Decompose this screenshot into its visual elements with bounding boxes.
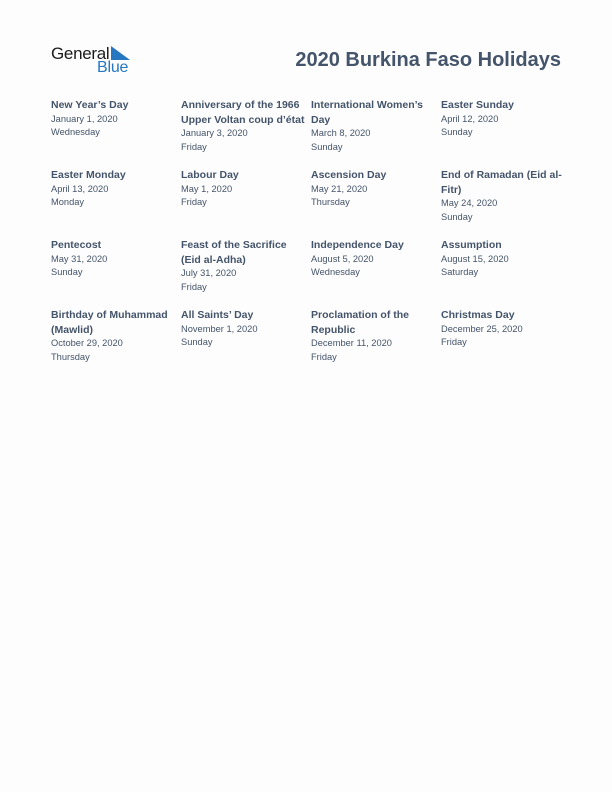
logo-word-general: General <box>51 44 110 63</box>
holiday-name: Labour Day <box>181 169 239 181</box>
holiday-date: August 15, 2020 <box>441 253 509 264</box>
holiday-item <box>181 238 311 308</box>
holiday-date: December 11, 2020 <box>311 338 392 348</box>
holiday-name: Anniversary of the 1966 Upper Voltan coup d’état <box>181 99 305 126</box>
holiday-item <box>311 238 441 308</box>
holiday-date: October 29, 2020 <box>51 338 123 348</box>
holiday-item <box>441 168 571 238</box>
holiday-item <box>311 168 441 238</box>
holiday-name: International Women’s Day <box>311 99 424 126</box>
holiday-date: May 24, 2020 <box>441 198 498 208</box>
holiday-item <box>51 168 181 238</box>
holiday-date: November 1, 2020 <box>181 323 258 334</box>
holiday-name: Birthday of Muhammad (Mawlid) <box>51 309 168 336</box>
holiday-weekday: Friday <box>181 281 207 292</box>
holiday-date: January 1, 2020 <box>51 113 118 124</box>
holiday-name: Feast of the Sacrifice (Eid al-Adha) <box>181 239 287 266</box>
holiday-item <box>51 98 181 168</box>
page-title: 2020 Burkina Faso Holidays <box>295 49 561 71</box>
holiday-weekday: Sunday <box>181 337 213 347</box>
holiday-weekday: Monday <box>51 197 85 207</box>
holiday-name: Easter Sunday <box>441 99 514 111</box>
holiday-name: End of Ramadan (Eid al-Fitr) <box>441 169 562 196</box>
holiday-weekday: Friday <box>311 351 337 362</box>
holiday-item <box>181 98 311 168</box>
holiday-name: Christmas Day <box>441 309 515 321</box>
holiday-date: May 31, 2020 <box>51 253 108 264</box>
holiday-name: Pentecost <box>51 239 102 251</box>
holiday-grid <box>51 98 571 378</box>
holiday-name: All Saints’ Day <box>181 309 254 321</box>
holiday-weekday: Friday <box>441 337 467 347</box>
holiday-weekday: Wednesday <box>51 127 100 137</box>
holiday-item <box>51 308 181 378</box>
holiday-weekday: Sunday <box>51 267 83 277</box>
holiday-item <box>441 98 571 168</box>
holiday-date: January 3, 2020 <box>181 128 248 138</box>
holiday-date: May 21, 2020 <box>311 183 368 194</box>
holiday-name: Proclamation of the Republic <box>311 309 410 336</box>
holiday-weekday: Friday <box>181 141 207 152</box>
holiday-date: April 13, 2020 <box>51 183 109 194</box>
holiday-weekday: Saturday <box>441 267 479 277</box>
holiday-date: December 25, 2020 <box>441 323 523 334</box>
holiday-name: Easter Monday <box>51 169 126 181</box>
holiday-weekday: Sunday <box>441 127 473 137</box>
holiday-name: Ascension Day <box>311 169 387 181</box>
holiday-weekday: Thursday <box>311 197 350 207</box>
holiday-date: August 5, 2020 <box>311 253 374 264</box>
holiday-date: July 31, 2020 <box>181 268 237 278</box>
holiday-weekday: Friday <box>181 197 207 207</box>
generalblue-logo <box>51 44 141 78</box>
holiday-item <box>441 308 571 378</box>
holiday-weekday: Wednesday <box>311 267 360 277</box>
holiday-weekday: Sunday <box>311 141 343 152</box>
holiday-item <box>311 308 441 378</box>
holiday-item <box>311 98 441 168</box>
holiday-name: Independence Day <box>311 239 404 251</box>
holiday-item <box>51 238 181 308</box>
holiday-item <box>181 168 311 238</box>
holiday-item <box>441 238 571 308</box>
logo-triangle-icon <box>109 46 130 60</box>
holiday-item <box>181 308 311 378</box>
holiday-name: Assumption <box>441 239 502 251</box>
holiday-date: April 12, 2020 <box>441 113 499 124</box>
holiday-name: New Year’s Day <box>51 99 129 111</box>
holiday-date: May 1, 2020 <box>181 183 233 194</box>
holiday-weekday: Sunday <box>441 211 473 222</box>
holiday-weekday: Thursday <box>51 351 90 362</box>
holiday-date: March 8, 2020 <box>311 128 371 138</box>
logo-word-blue: Blue <box>97 59 129 76</box>
